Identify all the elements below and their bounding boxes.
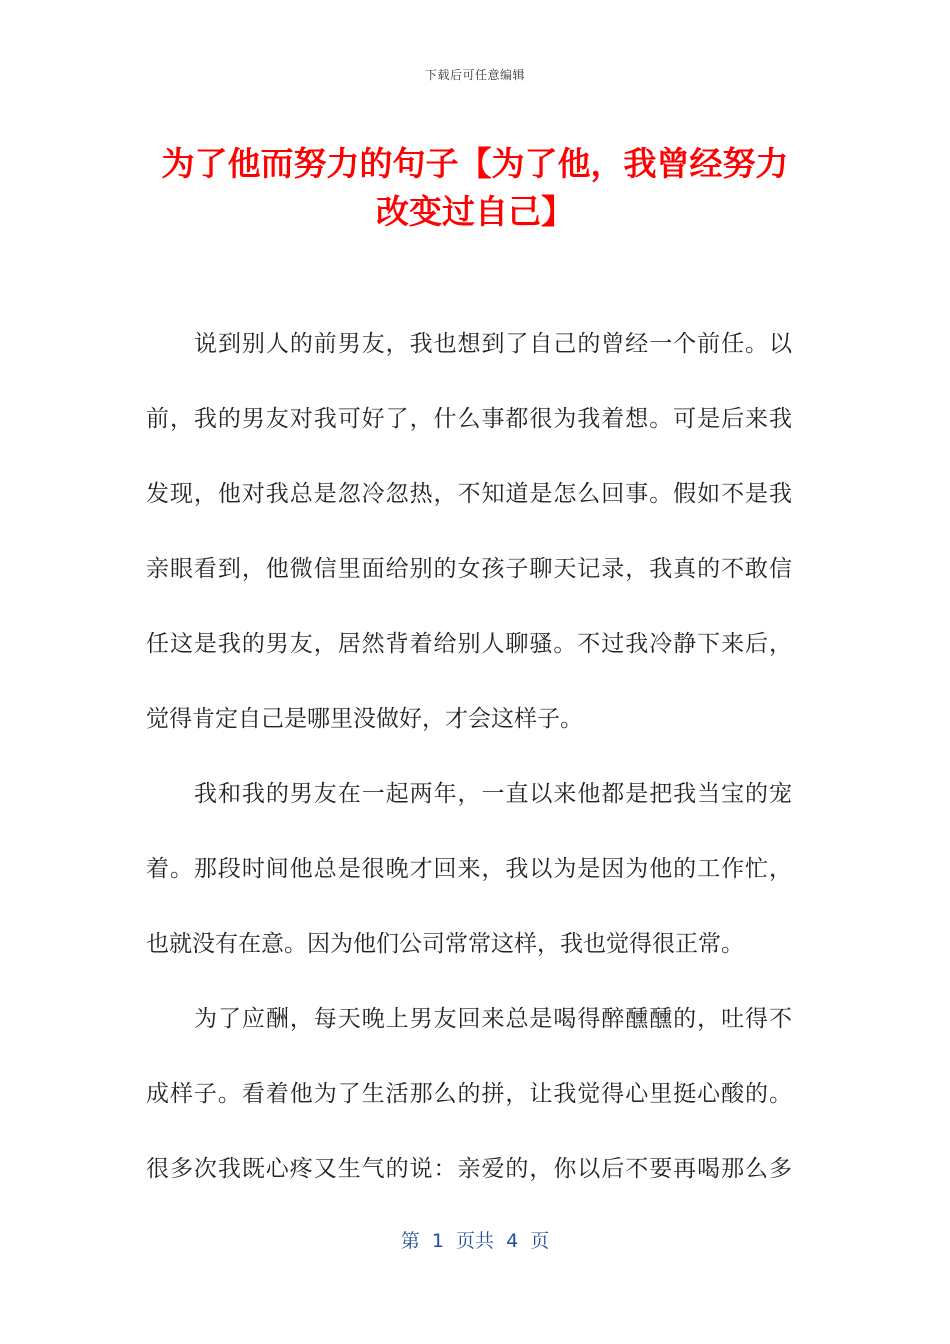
paragraph-2-line-1: 我和我的男友在一起两年，一直以来他都是把我当宝的宠	[194, 781, 792, 807]
paragraph-1-line-5: 任这是我的男友，居然背着给别人聊骚。不过我冷静下来后，	[146, 631, 792, 657]
body-text	[146, 320, 792, 1220]
page-number-footer: 第 1 页共 4 页	[400, 1230, 550, 1252]
paragraph-1-line-1: 说到别人的前男友，我也想到了自己的曾经一个前任。以	[194, 331, 792, 357]
paragraph-2-line-2: 着。那段时间他总是很晚才回来，我以为是因为他的工作忙，	[146, 856, 792, 882]
document-title	[140, 140, 810, 236]
paragraph-3-line-1: 为了应酬，每天晚上男友回来总是喝得醉醺醺的，吐得不	[194, 1006, 792, 1032]
header-note: 下载后可任意编辑	[424, 68, 525, 82]
paragraph-1-line-6: 觉得肯定自己是哪里没做好，才会这样子。	[146, 706, 583, 732]
title-line-1: 为了他而努力的句子【为了他，我曾经努力	[161, 144, 789, 183]
paragraph-1-line-4: 亲眼看到，他微信里面给别的女孩子聊天记录，我真的不敢信	[146, 556, 792, 582]
title-line-2: 改变过自己】	[376, 192, 574, 231]
paragraph-1-line-3: 发现，他对我总是忽冷忽热，不知道是怎么回事。假如不是我	[146, 481, 792, 507]
paragraph-2-line-3: 也就没有在意。因为他们公司常常这样，我也觉得很正常。	[146, 931, 744, 957]
paragraph-3-line-3: 很多次我既心疼又生气的说：亲爱的，你以后不要再喝那么多	[146, 1156, 792, 1182]
paragraph-3-line-2: 成样子。看着他为了生活那么的拼，让我觉得心里挺心酸的。	[146, 1081, 792, 1107]
paragraph-1-line-2: 前，我的男友对我可好了，什么事都很为我着想。可是后来我	[146, 406, 792, 432]
